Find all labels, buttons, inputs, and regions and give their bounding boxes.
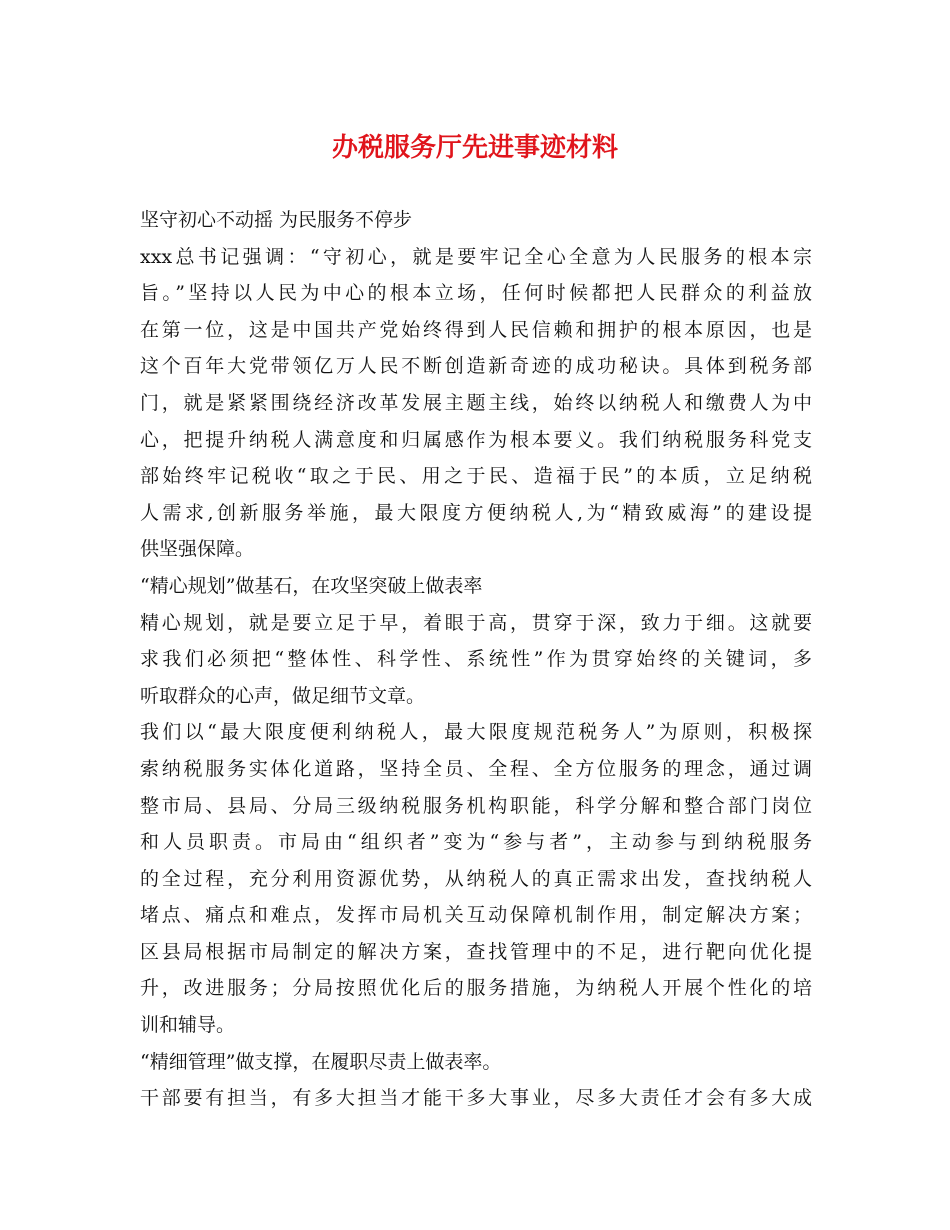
text-line: 区县局根据市局制定的解决方案，查找管理中的不足，进行靶向优化提 — [140, 940, 812, 963]
text-line: 训和辅导。 — [140, 1014, 236, 1037]
document-title: 办税服务厅先进事迹材料 — [331, 133, 618, 163]
text-line: 人需求,创新服务举施，最大限度方便纳税人,为“精致威海”的建设提 — [140, 501, 812, 524]
text-line: 这个百年大党带领亿万人民不断创造新奇迹的成功秘诀。具体到税务部 — [140, 355, 812, 378]
text-line: 整市局、县局、分局三级纳税服务机构职能，科学分解和整合部门岗位 — [140, 794, 812, 817]
text-line: 升，改进服务；分局按照优化后的服务措施，为纳税人开展个性化的培 — [140, 977, 812, 1000]
text-line: 心，把提升纳税人满意度和归属感作为根本要义。我们纳税服务科党支 — [140, 428, 812, 451]
document-body — [140, 202, 812, 1117]
section-heading: 坚守初心不动摇 为民服务不停步 — [140, 209, 413, 231]
section-heading: “精细管理”做支撑，在履职尽责上做表率。 — [140, 1050, 502, 1073]
section-heading: “精心规划”做基石，在攻坚突破上做表率 — [140, 574, 483, 597]
text-line: 在第一位，这是中国共产党始终得到人民信赖和拥护的根本原因，也是 — [140, 318, 812, 341]
text-line: 我们以“最大限度便利纳税人，最大限度规范税务人”为原则，积极探 — [140, 721, 812, 744]
text-line: 供坚强保障。 — [140, 538, 255, 561]
text-line: xxx总书记强调：“守初心，就是要牢记全心全意为人民服务的根本宗 — [140, 245, 812, 268]
text-line: 堵点、痛点和难点，发挥市局机关互动保障机制作用，制定解决方案； — [140, 904, 812, 927]
text-line: 求我们必须把“整体性、科学性、系统性”作为贯穿始终的关键词，多 — [140, 648, 812, 671]
text-line: 精心规划，就是要立足于早，着眼于高，贯穿于深，致力于细。这就要 — [140, 611, 812, 634]
text-line: 听取群众的心声，做足细节文章。 — [140, 684, 426, 707]
text-line: 和人员职责。市局由“组织者”变为“参与者”，主动参与到纳税服务 — [140, 831, 812, 854]
text-line: 的全过程，充分利用资源优势，从纳税人的真正需求出发，查找纳税人 — [140, 867, 812, 890]
text-line: 部始终牢记税收“取之于民、用之于民、造福于民”的本质，立足纳税 — [140, 465, 812, 488]
text-line: 门，就是紧紧围绕经济改革发展主题主线，始终以纳税人和缴费人为中 — [140, 391, 812, 414]
text-line: 索纳税服务实体化道路，坚持全员、全程、全方位服务的理念，通过调 — [140, 757, 812, 780]
text-line: 干部要有担当，有多大担当才能干多大事业，尽多大责任才会有多大成 — [140, 1087, 812, 1110]
text-line: 旨。”坚持以人民为中心的根本立场，任何时候都把人民群众的利益放 — [140, 282, 812, 305]
